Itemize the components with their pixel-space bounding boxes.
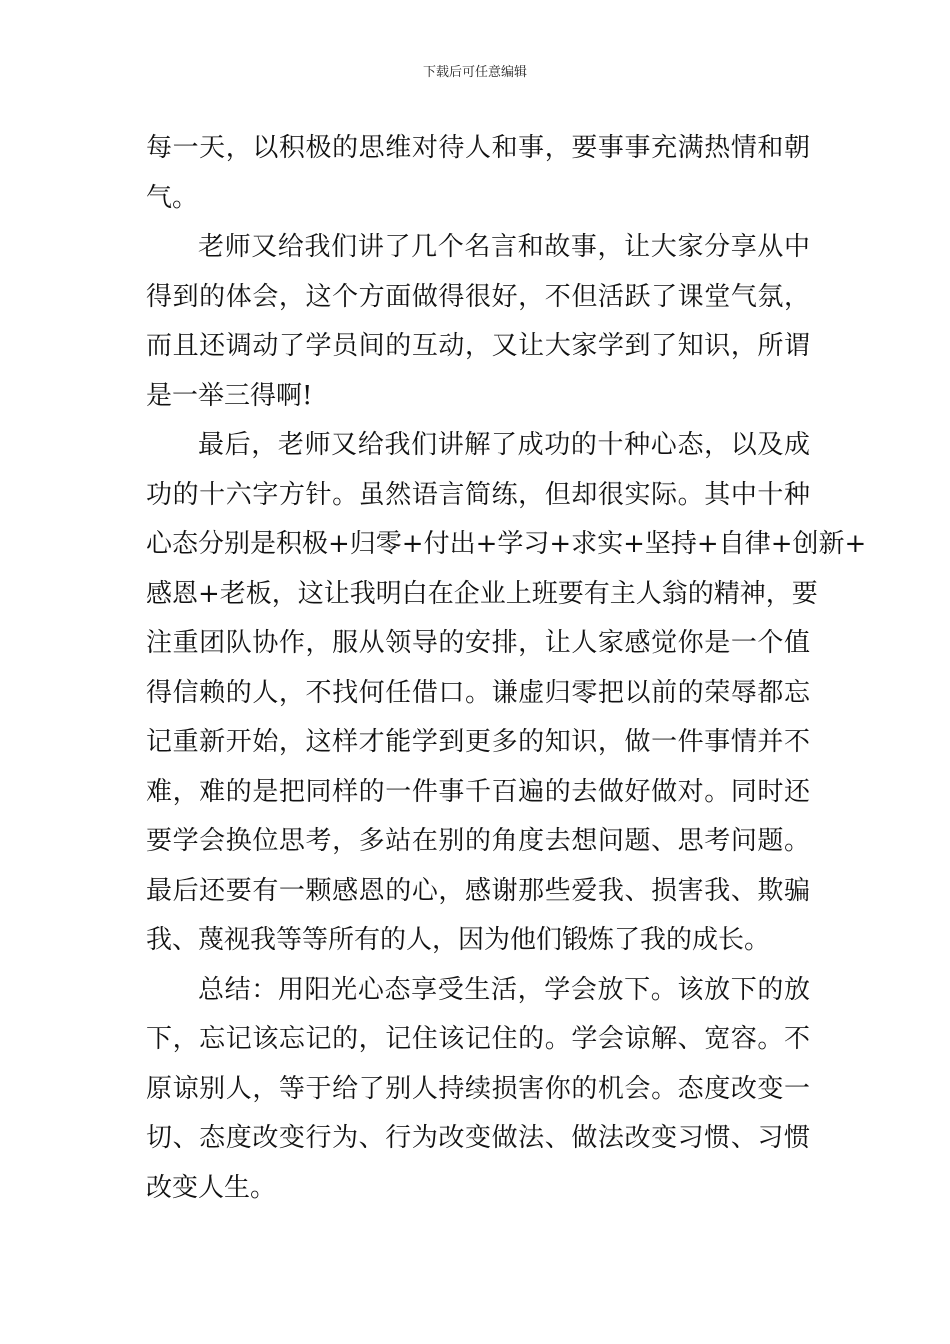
text-line: 感恩+老板，这让我明白在企业上班要有主人翁的精神，要 (146, 578, 818, 609)
text-line: 而且还调动了学员间的互动，又让大家学到了知识，所谓 (146, 331, 810, 361)
text-line: 是一举三得啊! (146, 380, 313, 411)
text-line: 改变人生。 (146, 1172, 277, 1203)
text-line: 每一天，以积极的思维对待人和事，要事事充满热情和朝 (146, 133, 810, 163)
text-line: 记重新开始，这样才能学到更多的知识，做一件事情并不 (146, 727, 810, 757)
paragraph-start-line: 总结：用阳光心态享受生活，学会放下。该放下的放 (198, 974, 810, 1005)
text-line: 切、态度改变行为、行为改变做法、做法改变习惯、习惯 (146, 1123, 810, 1153)
page-header: 下载后可任意编辑 (422, 65, 527, 80)
body-text (146, 124, 867, 1213)
paragraph-start-line: 最后，老师又给我们讲解了成功的十种心态，以及成 (198, 430, 810, 460)
text-line: 最后还要有一颗感恩的心，感谢那些爱我、损害我、欺骗 (146, 875, 810, 906)
text-line: 气。 (146, 182, 199, 213)
paragraph-start-line: 老师又给我们讲了几个名言和故事，让大家分享从中 (198, 232, 810, 262)
text-line: 注重团队协作，服从领导的安排，让人家感觉你是一个值 (146, 628, 810, 658)
text-line: 原谅别人，等于给了别人持续损害你的机会。态度改变一 (146, 1073, 810, 1104)
text-line: 心态分别是积极+归零+付出+学习+求实+坚持+自律+创新+ (146, 529, 867, 559)
text-line: 功的十六字方针。虽然语言简练，但却很实际。其中十种 (146, 479, 810, 510)
text-line: 难，难的是把同样的一件事千百遍的去做好做对。同时还 (146, 776, 810, 807)
text-line: 要学会换位思考，多站在别的角度去想问题、思考问题。 (146, 826, 810, 856)
text-line: 得信赖的人，不找何任借口。谦虚归零把以前的荣辱都忘 (146, 677, 810, 708)
text-line: 下，忘记该忘记的，记住该记住的。学会谅解、宽容。不 (146, 1024, 810, 1054)
text-line: 我、蔑视我等等所有的人，因为他们锻炼了我的成长。 (146, 925, 771, 955)
text-line: 得到的体会，这个方面做得很好，不但活跃了课堂气氛， (146, 281, 810, 312)
